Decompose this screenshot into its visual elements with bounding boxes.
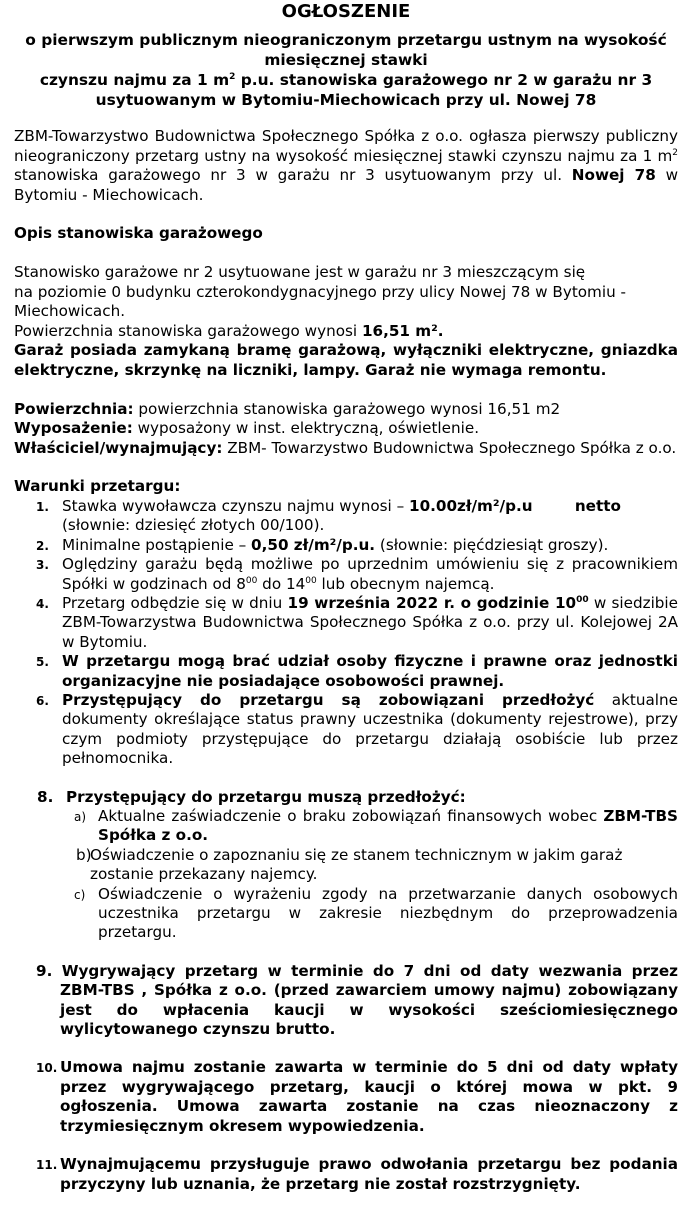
list-number: 11. — [36, 1158, 58, 1173]
detail-wyposazenie — [14, 419, 678, 439]
subtitle-line-4: usytuowanym w Bytomiu-Miechowicach przy ul. Nowej 78 — [95, 91, 597, 109]
item-date: 19 września 2022 r. o godzinie 10 — [287, 593, 577, 612]
item-text: Przetarg odbędzie się w dniu — [62, 593, 288, 612]
opis-text: Powierzchnia stanowiska garażowego wynosi — [14, 321, 362, 340]
superscript: 00 — [245, 575, 258, 586]
list-item-1 — [14, 497, 678, 536]
intro-paragraph — [14, 127, 678, 205]
superscript: 00 — [305, 575, 317, 586]
intro-text: ZBM-Towarzystwo Budownictwa Społecznego Spółka z o.o. ogłasza pierwszy publiczny nieograniczony przetarg ustny na wysokość miesięcznej stawki czynszu najmu za 1 m — [14, 127, 678, 165]
list-number: 8. — [37, 787, 54, 806]
opis-line-5: Garaż posiada zamykaną bramę garażową, wyłączniki elektryczne, gniazdka elektryczne, skrzynkę na liczniki, lampy. Garaż nie wymaga remontu. — [14, 341, 678, 379]
sub-text-bold: ZBM-TBS Spółka z o.o. — [98, 807, 678, 845]
section-heading-warunki: Warunki przetargu: — [14, 477, 181, 496]
item-text: (słownie: pięćdziesiąt groszy). — [375, 535, 609, 554]
item-text: lub obecnym najemcą. — [316, 574, 495, 593]
intro-address: Nowej 78 — [571, 166, 656, 185]
subtitle-line-2: miesięcznej stawki — [264, 51, 428, 69]
sub-text: Aktualne zaświadczenie o braku zobowiązań finansowych wobec — [98, 807, 604, 825]
item-text: Przystępujący do przetargu muszą przedłożyć: — [66, 787, 466, 806]
sub-letter: c) — [74, 887, 86, 902]
list-number: 4. — [36, 596, 49, 611]
item-text: Minimalne postąpienie – — [62, 535, 252, 554]
item-text: Wynajmującemu przysługuje prawo odwołania przetargu bez podania przyczyny lub uznania, że przetarg nie został rozstrzygnięty. — [60, 1155, 678, 1193]
item-text: Stawka wywoławcza czynszu najmu wynosi – — [62, 496, 409, 515]
item-text: W przetargu mogą brać udział osoby fizyczne i prawne oraz jednostki organizacyjne nie posiadające osobowości prawnej. — [62, 652, 678, 690]
item-text: w siedzibie ZBM-Towarzystwa Budownictwa Społecznego Spółka z o.o. przy ul. Kolejowej 2A w Bytomiu. — [62, 593, 678, 651]
list-number: 10. — [36, 1061, 58, 1076]
list-item-8 — [14, 788, 678, 807]
subtitle-line-1: o pierwszym publicznym nieograniczonym przetargu ustnym na wysokość — [25, 31, 667, 49]
sub-item-a — [14, 807, 678, 846]
document-page — [14, 0, 678, 1194]
list-item-9: 9. Wygrywający przetarg w terminie do 7 dni od daty wezwania przez ZBM-TBS , Spółka z o.o. (przed zawarciem umowy najmu) zobowiązany jest do wpłacenia kaucji w wysokości sześciomiesięcznego wylicytowanego czynszu brutto. — [36, 961, 678, 1039]
document-title: OGŁOSZENIE — [281, 1, 411, 22]
list-item-6 — [14, 691, 678, 769]
subtitle-pu: p.u. — [240, 71, 275, 89]
sub-letter: a) — [74, 810, 87, 824]
item-netto: netto — [532, 496, 621, 515]
detail-label: Wyposażenie: — [14, 419, 133, 438]
detail-value: powierzchnia stanowiska garażowego wynosi 16,51 m2 — [133, 399, 561, 418]
detail-wlasciciel — [14, 439, 678, 459]
opis-line-1: Stanowisko garażowe nr 2 usytuowane jest w garażu nr 3 mieszczącym się — [14, 262, 586, 281]
item-text: Przystępujący do przetargu są zobowiązani przedłożyć — [62, 690, 595, 709]
item-value: 10.00zł/m²/p.u — [409, 496, 533, 515]
list-number: 1. — [36, 499, 49, 514]
sub-item-b — [14, 846, 678, 885]
opis-area: 16,51 m². — [361, 321, 444, 340]
sub-text: Oświadczenie o zapoznaniu się ze stanem technicznym w jakim garaż zostanie przekazany najemcy. — [90, 845, 623, 884]
list-item-10 — [14, 1058, 678, 1136]
section-heading-opis: Opis stanowiska garażowego — [14, 224, 263, 243]
item-value: 0,50 zł/m²/p.u. — [251, 535, 376, 554]
list-item-11 — [14, 1155, 678, 1194]
detail-value: ZBM- Towarzystwo Budownictwa Społecznego Spółka z o.o. — [222, 438, 677, 457]
opis-line-3: Miechowicach. — [14, 302, 126, 321]
item-text: Umowa najmu zostanie zawarta w terminie do 5 dni od daty wpłaty przez wygrywającego przetarg, kaucji o której mowa w pkt. 9 ogłoszenia. Umowa zawarta zostanie na czas nieoznaczony z trzymiesięcznym okresem wypowiedzenia. — [60, 1058, 678, 1135]
superscript: 2 — [229, 71, 236, 82]
list-item-2 — [14, 536, 678, 555]
list-number: 3. — [36, 558, 49, 573]
list-item-4 — [14, 594, 678, 652]
detail-label: Powierzchnia: — [14, 399, 134, 418]
item-text: do 14 — [257, 574, 306, 593]
list-number: 6. — [36, 693, 49, 708]
subtitle-text: czynszu najmu za 1 m — [39, 71, 230, 89]
item-text: Oględziny garażu będą możliwe po uprzednim umówieniu się z pracownikiem Spółki w godzinach od 8 — [62, 555, 678, 593]
list-item-3 — [14, 555, 678, 594]
item-text: aktualne dokumenty określające status prawny uczestnika (dokumenty rejestrowe), przy czym podmioty przystępujące do przetargu działają osobiście lub przez pełnomocnika. — [62, 690, 678, 768]
sub-letter: b) — [76, 845, 92, 864]
superscript: 00 — [576, 594, 589, 605]
document-subtitle — [14, 30, 678, 110]
detail-value: wyposażony w inst. elektryczną, oświetlenie. — [132, 419, 480, 438]
item-text: (słownie: dziesięć złotych 00/100). — [62, 516, 325, 535]
sub-text: Oświadczenie o wyrażeniu zgody na przetwarzanie danych osobowych uczestnika przetargu w zakresie niezbędnym do przeprowadzenia przetargu. — [98, 884, 678, 942]
list-item-5 — [14, 652, 678, 691]
list-number: 2. — [36, 538, 49, 553]
intro-text: stanowiska garażowego nr 3 w garażu nr 3 usytuowanym przy ul. — [14, 166, 572, 185]
detail-label: Właściciel/wynajmujący: — [14, 438, 223, 457]
superscript: 2 — [672, 147, 678, 158]
subtitle-line-3 — [14, 70, 678, 90]
opis-line-2: na poziomie 0 budynku czterokondygnacyjnego przy ulicy Nowej 78 w Bytomiu - — [14, 282, 627, 301]
subtitle-text: stanowiska garażowego nr 2 w garażu nr 3 — [279, 71, 653, 89]
intro-text: w Bytomiu - Miechowicach. — [14, 166, 678, 204]
list-number: 5. — [36, 655, 49, 670]
detail-powierzchnia — [14, 400, 678, 420]
sub-item-c — [14, 885, 678, 943]
opis-line-4 — [14, 322, 678, 342]
